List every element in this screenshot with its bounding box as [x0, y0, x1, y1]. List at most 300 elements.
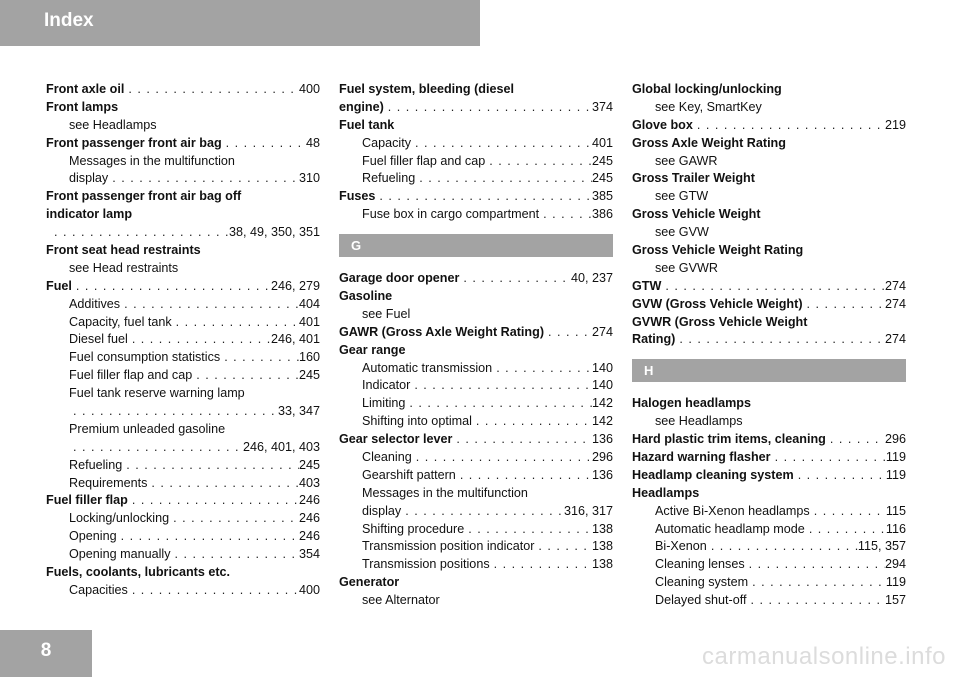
index-subentry-line [46, 314, 320, 332]
index-entry-line [339, 188, 613, 206]
index-subentry-line [339, 485, 613, 503]
leader-dots [117, 528, 299, 546]
leader-dots [464, 521, 592, 539]
entry-term: Generator [339, 575, 400, 590]
index-entry [46, 81, 320, 99]
index-entry-line [632, 206, 906, 224]
entry-term: Rating) [632, 332, 676, 347]
index-subentry-line [632, 538, 906, 556]
leader-dots [707, 538, 858, 556]
entry-term: GTW [632, 278, 662, 293]
leader-dots [375, 188, 592, 206]
page-reference: 374 [591, 99, 613, 114]
entry-subterm: Automatic headlamp mode [655, 521, 805, 536]
index-entry [632, 81, 906, 117]
page-reference: 140 [591, 378, 613, 393]
watermark: carmanualsonline.info [702, 643, 946, 670]
page-reference: 142 [591, 414, 613, 429]
index-entry-line [46, 224, 320, 242]
leader-dots [169, 510, 299, 528]
index-entry [632, 206, 906, 242]
page-reference: 40, 237 [570, 271, 613, 286]
index-subentry-line [632, 556, 906, 574]
page-reference: 401 [591, 135, 613, 150]
entry-subterm: see Fuel [362, 306, 411, 321]
entry-term: Glove box [632, 117, 693, 132]
page-reference: 115, 357 [857, 539, 906, 554]
index-subentry-line [46, 260, 320, 278]
index-subentry-line [46, 349, 320, 367]
index-entry [632, 467, 906, 485]
leader-dots [412, 449, 592, 467]
index-subentry-line [339, 306, 613, 324]
index-entry-line [46, 188, 320, 206]
index-subentry-line [632, 574, 906, 592]
index-entry [46, 242, 320, 278]
index-entry-line [632, 170, 906, 188]
entry-term: Front lamps [46, 99, 119, 114]
entry-subterm: display [69, 171, 109, 186]
index-entry-line [46, 81, 320, 99]
index-subentry-line [632, 260, 906, 278]
entry-subterm: Opening [69, 529, 117, 544]
entry-subterm: Requirements [69, 475, 148, 490]
index-subentry-line [339, 153, 613, 171]
entry-term: indicator lamp [46, 207, 133, 222]
index-subentry-line [339, 206, 613, 224]
leader-dots [147, 475, 299, 493]
entry-subterm: Refueling [69, 457, 123, 472]
page-reference: 245 [298, 457, 320, 472]
index-subentry-line [632, 521, 906, 539]
entry-subterm: Fuel tank reserve warning lamp [69, 386, 245, 401]
leader-dots [459, 270, 571, 288]
index-entry-line [339, 574, 613, 592]
entry-term: engine) [339, 99, 384, 114]
index-subentry-line [632, 99, 906, 117]
index-subentry-line [46, 421, 320, 439]
page-reference: 33, 347 [277, 404, 320, 419]
index-entry [339, 188, 613, 224]
leader-dots [405, 395, 592, 413]
index-subentry-line [46, 367, 320, 385]
index-subentry-line [339, 395, 613, 413]
section-header: H [632, 359, 906, 382]
entry-subterm: Transmission positions [362, 557, 490, 572]
page-reference: 316, 317 [563, 503, 613, 518]
page-reference: 274 [591, 324, 613, 339]
page-reference: 246, 279 [270, 278, 320, 293]
leader-dots [810, 503, 886, 521]
index-entry-line [339, 117, 613, 135]
entry-subterm: Gearshift pattern [362, 467, 456, 482]
page-reference: 246 [298, 529, 320, 544]
entry-term: Fuel tank [339, 117, 395, 132]
entry-term: Gross Vehicle Weight [632, 207, 761, 222]
page-title: Index [44, 10, 94, 31]
index-entry-line [339, 99, 613, 117]
index-subentry-line [339, 413, 613, 431]
index-entry [46, 188, 320, 242]
index-entry [632, 242, 906, 278]
page-reference: 142 [591, 396, 613, 411]
page-reference: 310 [298, 171, 320, 186]
index-entry [632, 170, 906, 206]
index-entry-line [632, 331, 906, 349]
page-reference: 48 [305, 135, 320, 150]
page-reference: 400 [298, 582, 320, 597]
index-subentry-line [339, 449, 613, 467]
page-reference: 246 [298, 493, 320, 508]
index-subentry-line [339, 592, 613, 610]
entry-subterm: display [362, 503, 402, 518]
index-subentry-line [339, 467, 613, 485]
page-reference: 38, 49, 350, 351 [228, 225, 320, 240]
entry-subterm: Messages in the multifunction [362, 485, 528, 500]
index-subentry-line [46, 117, 320, 135]
entry-subterm: Opening manually [69, 547, 171, 562]
page-reference: 119 [885, 575, 906, 590]
leader-dots [748, 574, 886, 592]
entry-term: Gear range [339, 342, 406, 357]
leader-dots [69, 439, 243, 457]
entry-subterm: Fuel filler flap and cap [362, 153, 486, 168]
entry-subterm: Fuel consumption statistics [69, 350, 221, 365]
page-reference: 400 [298, 82, 320, 96]
index-entry [632, 296, 906, 314]
index-column-3 [632, 81, 906, 610]
leader-dots [120, 296, 299, 314]
entry-term: Gasoline [339, 289, 393, 304]
index-entry-line [339, 342, 613, 360]
entry-subterm: Fuse box in cargo compartment [362, 207, 540, 222]
page-reference: 116 [885, 521, 906, 536]
entry-subterm: Capacities [69, 582, 128, 597]
leader-dots [415, 170, 592, 188]
page-reference: 136 [591, 467, 613, 482]
index-entry-line [632, 135, 906, 153]
leader-dots [485, 153, 592, 171]
entry-term: Gross Vehicle Weight Rating [632, 243, 804, 258]
index-entry-line [46, 135, 320, 153]
entry-term: Gross Trailer Weight [632, 171, 755, 186]
index-entry [46, 564, 320, 600]
index-subentry-line [46, 170, 320, 188]
index-subentry-line [46, 457, 320, 475]
leader-dots [128, 331, 271, 349]
leader-dots [693, 117, 885, 135]
entry-term: Fuel system, bleeding (diesel [339, 82, 514, 96]
index-subentry-line [46, 475, 320, 493]
entry-subterm: Cleaning [362, 450, 412, 465]
index-subentry-line [46, 331, 320, 349]
index-entry [632, 431, 906, 449]
page-reference: 386 [591, 207, 613, 222]
entry-subterm: Refueling [362, 171, 416, 186]
entry-subterm: see Alternator [362, 593, 440, 608]
index-subentry-line [46, 546, 320, 564]
entry-term: Garage door opener [339, 271, 460, 286]
index-entry [339, 270, 613, 288]
leader-dots [745, 556, 885, 574]
page-reference: 274 [884, 278, 906, 293]
page-reference: 403 [298, 475, 320, 490]
index-subentry-line [632, 153, 906, 171]
index-entry [632, 278, 906, 296]
page-reference: 245 [298, 368, 320, 383]
index-entry [632, 135, 906, 171]
page-reference: 138 [591, 521, 613, 536]
page-reference: 246, 401, 403 [242, 439, 320, 454]
index-subentry-line [46, 510, 320, 528]
entry-term: Headlamps [632, 485, 700, 500]
page-reference: 296 [884, 432, 906, 447]
page-reference: 401 [298, 314, 320, 329]
index-entry [46, 492, 320, 564]
index-subentry-line [632, 224, 906, 242]
entry-subterm: see Headlamps [655, 414, 743, 429]
entry-subterm: Active Bi-Xenon headlamps [655, 503, 810, 518]
page-reference: 138 [591, 557, 613, 572]
entry-term: Fuel filler flap [46, 493, 128, 508]
index-entry-line [632, 431, 906, 449]
page-number: 8 [40, 640, 52, 661]
index-subentry-line [46, 439, 320, 457]
leader-dots [472, 413, 592, 431]
index-entry [46, 99, 320, 135]
index-subentry-line [632, 503, 906, 521]
index-entry [632, 314, 906, 350]
entry-subterm: see GTW [655, 189, 709, 204]
leader-dots [192, 367, 299, 385]
index-entry-line [339, 431, 613, 449]
leader-dots [220, 349, 299, 367]
leader-dots [803, 296, 885, 314]
index-entry-line [46, 206, 320, 224]
index-subentry-line [46, 528, 320, 546]
entry-term: GVW (Gross Vehicle Weight) [632, 296, 803, 311]
entry-term: Front axle oil [46, 82, 125, 96]
page-number-box [0, 630, 92, 677]
page-reference: 274 [884, 332, 906, 347]
page-reference: 274 [884, 296, 906, 311]
entry-term: Hard plastic trim items, cleaning [632, 432, 826, 447]
entry-subterm: Indicator [362, 378, 411, 393]
index-subentry-line [339, 135, 613, 153]
index-entry-line [632, 242, 906, 260]
index-subentry-line [632, 413, 906, 431]
index-entry [339, 431, 613, 574]
index-subentry-line [339, 170, 613, 188]
index-entry-line [632, 296, 906, 314]
index-column-1 [46, 81, 320, 600]
leader-dots [539, 206, 592, 224]
page-reference: 246, 401 [270, 332, 320, 347]
entry-subterm: Capacity [362, 135, 411, 150]
leader-dots [171, 546, 299, 564]
index-subentry-line [46, 153, 320, 171]
index-subentry-line [632, 592, 906, 610]
index-subentry-line [46, 296, 320, 314]
index-subentry-line [339, 538, 613, 556]
leader-dots [794, 467, 886, 485]
entry-term: Hazard warning flasher [632, 450, 771, 465]
page-reference: 245 [591, 171, 613, 186]
entry-subterm: Shifting procedure [362, 521, 465, 536]
index-entry [339, 117, 613, 189]
index-entry [339, 288, 613, 324]
index-subentry-line [46, 582, 320, 600]
entry-term: Gear selector lever [339, 432, 453, 447]
index-entry-line [46, 492, 320, 510]
leader-dots [128, 582, 299, 600]
index-entry [46, 278, 320, 493]
entry-term: Front seat head restraints [46, 243, 201, 258]
leader-dots [544, 324, 592, 342]
index-entry [632, 117, 906, 135]
index-entry-line [46, 242, 320, 260]
leader-dots [222, 135, 306, 153]
page-reference: 157 [884, 593, 906, 608]
index-entry [339, 81, 613, 117]
leader-dots [108, 170, 299, 188]
index-entry [632, 485, 906, 610]
leader-dots [401, 503, 564, 521]
index-subentry-line [339, 503, 613, 521]
page-reference: 385 [591, 189, 613, 204]
entry-subterm: Locking/unlocking [69, 511, 170, 526]
index-subentry-line [339, 556, 613, 574]
leader-dots [384, 99, 592, 117]
page-reference: 296 [591, 450, 613, 465]
page-reference: 119 [885, 450, 906, 465]
index-entry-line [339, 288, 613, 306]
entry-subterm: see Key, SmartKey [655, 99, 762, 114]
index-entry-line [46, 564, 320, 582]
index-entry-line [339, 270, 613, 288]
entry-subterm: Cleaning lenses [655, 557, 745, 572]
index-subentry-line [632, 188, 906, 206]
leader-dots [122, 457, 299, 475]
entry-subterm: Limiting [362, 396, 406, 411]
index-subentry-line [339, 377, 613, 395]
index-entry-line [632, 449, 906, 467]
entry-term: Headlamp cleaning system [632, 467, 794, 482]
leader-dots [661, 278, 885, 296]
entry-term: GVWR (Gross Vehicle Weight [632, 314, 808, 329]
index-entry-line [632, 314, 906, 332]
entry-term: Fuses [339, 189, 376, 204]
index-entry-line [632, 395, 906, 413]
page-reference: 136 [591, 432, 613, 447]
entry-subterm: Premium unleaded gasoline [69, 421, 226, 436]
page-reference: 404 [298, 296, 320, 311]
leader-dots [69, 403, 278, 421]
entry-subterm: Shifting into optimal [362, 414, 472, 429]
leader-dots [72, 278, 271, 296]
leader-dots [675, 331, 885, 349]
leader-dots [50, 224, 229, 242]
index-subentry-line [46, 385, 320, 403]
leader-dots [771, 449, 886, 467]
entry-subterm: Cleaning system [655, 575, 749, 590]
entry-subterm: Delayed shut-off [655, 593, 747, 608]
entry-term: Front passenger front air bag off [46, 189, 242, 204]
entry-subterm: see GVW [655, 225, 709, 240]
entry-term: Halogen headlamps [632, 396, 751, 411]
leader-dots [534, 538, 592, 556]
leader-dots [456, 467, 592, 485]
entry-subterm: Capacity, fuel tank [69, 314, 172, 329]
entry-subterm: Fuel filler flap and cap [69, 368, 193, 383]
leader-dots [826, 431, 885, 449]
index-entry [632, 395, 906, 431]
index-entry [632, 449, 906, 467]
page-reference: 160 [298, 350, 320, 365]
index-column-2 [339, 81, 613, 610]
index-subentry-line [339, 521, 613, 539]
header-bar [0, 0, 480, 46]
entry-subterm: Diesel fuel [69, 332, 128, 347]
page-reference: 119 [885, 467, 906, 482]
entry-subterm: see Headlamps [69, 117, 157, 132]
index-entry-line [632, 278, 906, 296]
page-reference: 294 [884, 557, 906, 572]
page-reference: 219 [884, 117, 906, 132]
index-entry-line [339, 324, 613, 342]
entry-term: GAWR (Gross Axle Weight Rating) [339, 324, 545, 339]
leader-dots [452, 431, 592, 449]
entry-subterm: Additives [69, 296, 121, 311]
leader-dots [124, 81, 299, 99]
index-subentry-line [339, 360, 613, 378]
entry-subterm: Messages in the multifunction [69, 153, 235, 168]
entry-subterm: see Head restraints [69, 260, 179, 275]
entry-term: Fuels, coolants, lubricants etc. [46, 565, 231, 580]
page-reference: 115 [885, 503, 906, 518]
section-header: G [339, 234, 613, 257]
entry-subterm: Automatic transmission [362, 360, 493, 375]
page-reference: 246 [298, 511, 320, 526]
index-entry [46, 135, 320, 189]
entry-subterm: see GAWR [655, 153, 718, 168]
entry-term: Fuel [46, 278, 72, 293]
index-entry-line [632, 117, 906, 135]
entry-term: Global locking/unlocking [632, 82, 782, 96]
leader-dots [805, 521, 886, 539]
entry-subterm: Bi-Xenon [655, 539, 707, 554]
index-entry [339, 324, 613, 342]
index-entry [339, 574, 613, 610]
index-entry-line [46, 99, 320, 117]
index-entry-line [46, 278, 320, 296]
entry-subterm: see GVWR [655, 260, 718, 275]
entry-subterm: Transmission position indicator [362, 539, 535, 554]
page-reference: 354 [298, 547, 320, 562]
entry-term: Front passenger front air bag [46, 135, 222, 150]
leader-dots [410, 377, 592, 395]
index-entry-line [632, 467, 906, 485]
index-entry-line [339, 81, 613, 99]
leader-dots [492, 360, 592, 378]
leader-dots [490, 556, 592, 574]
index-entry-line [632, 81, 906, 99]
leader-dots [746, 592, 885, 610]
index-entry [339, 342, 613, 431]
index-entry-line [632, 485, 906, 503]
leader-dots [128, 492, 299, 510]
leader-dots [411, 135, 592, 153]
